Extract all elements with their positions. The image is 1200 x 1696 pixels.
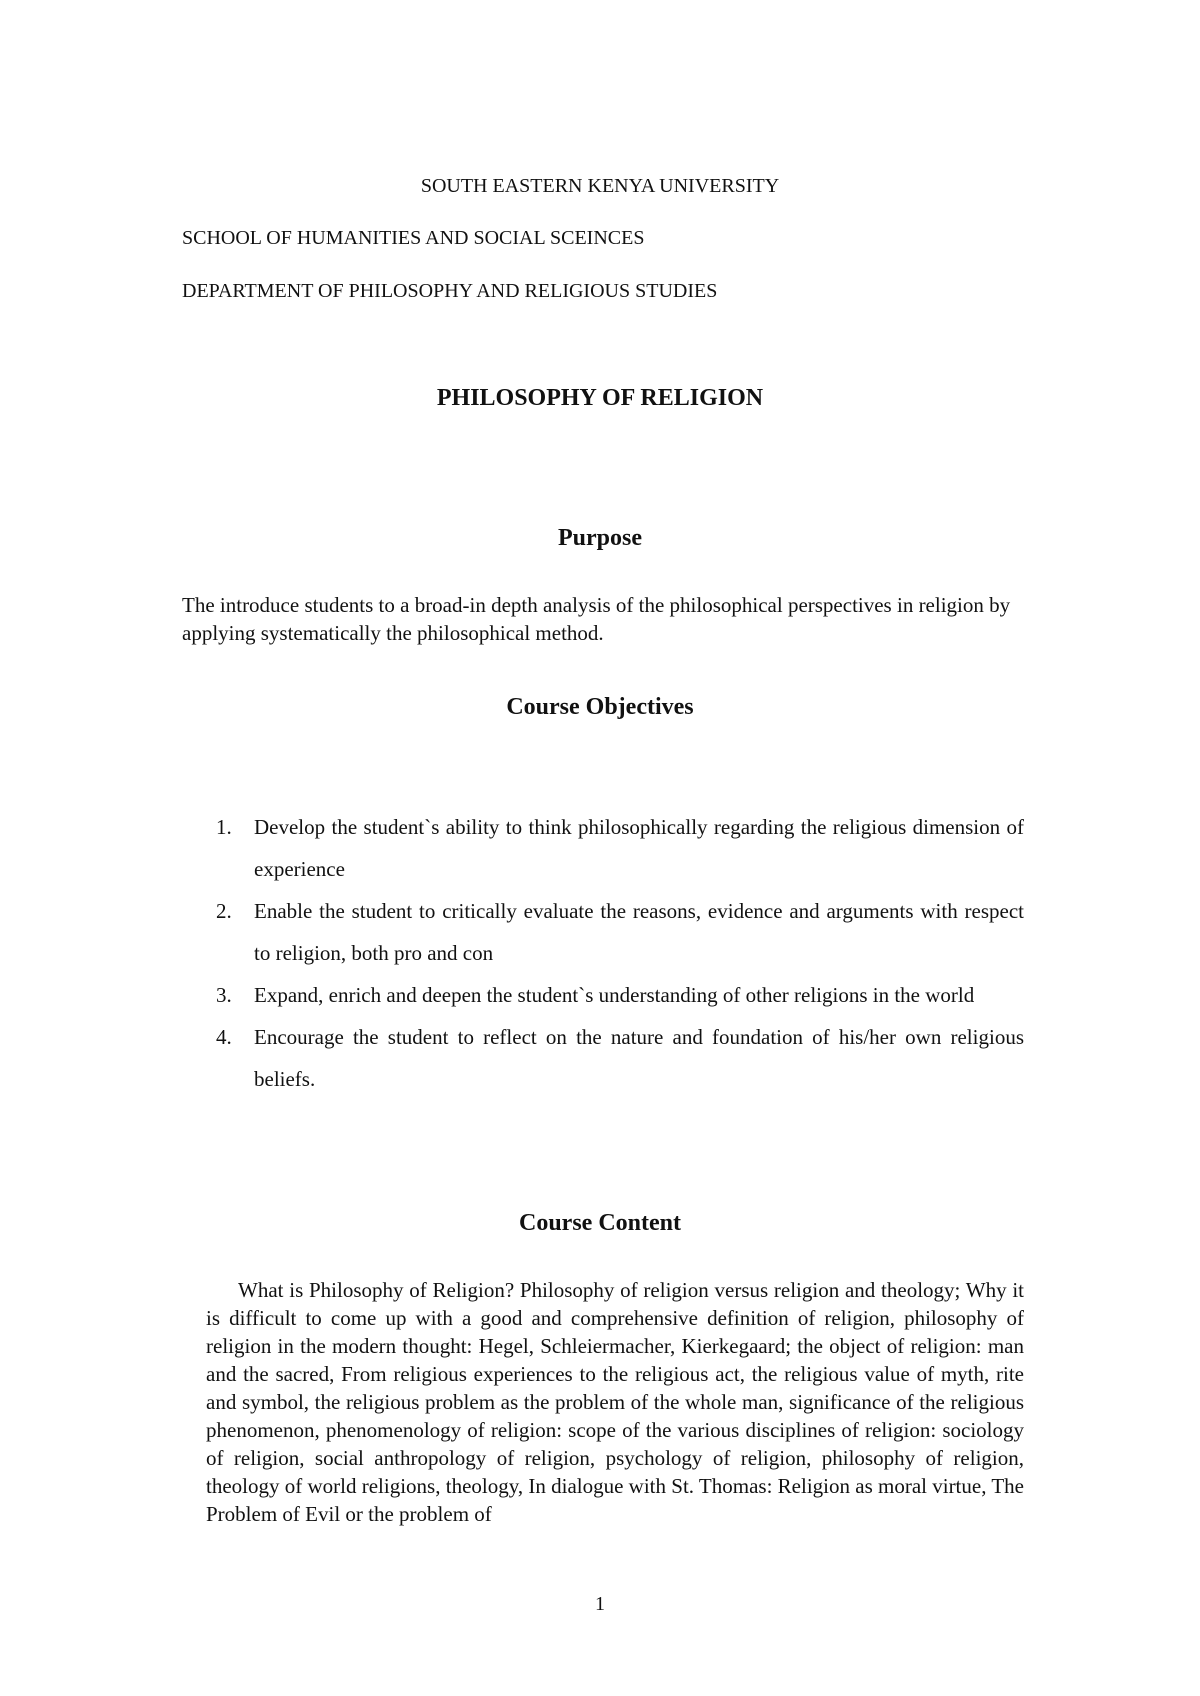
page-number: 1 (595, 1593, 605, 1615)
objective-text: Expand, enrich and deepen the student`s understanding of other religions in the world (254, 983, 975, 1007)
content-text: What is Philosophy of Religion? Philosophy of religion versus religion and theology; Why it is difficult to come up with a good and comprehensive definition of religion, philosophy of religion in the modern thought: Hegel, Schleiermacher, Kierkegaard; the object of religion: man and the sacred, From religious experiences to the religious act, the religious value of myth, rite and symbol, the religious problem as the problem of the whole man, significance of the religious phenomenon, phenomenology of religion: scope of the various disciplines of religion: sociology of religion, social anthropology of religion, psychology of religion, philosophy of religion, theology of world religions, theology, In dialogue with St. Thomas: Religion as moral virtue, The Problem of Evil or the problem of (206, 1278, 1024, 1526)
objective-item (182, 806, 1024, 890)
objective-number: 3. (216, 983, 232, 1007)
purpose-heading: Purpose (558, 525, 642, 551)
content-heading: Course Content (519, 1210, 681, 1236)
objectives-heading: Course Objectives (506, 694, 694, 720)
school-name: SCHOOL OF HUMANITIES AND SOCIAL SCEINCES (182, 227, 645, 249)
objective-number: 4. (216, 1025, 232, 1049)
objective-item (182, 974, 1024, 1016)
objective-item (182, 890, 1024, 974)
objective-text: Enable the student to critically evaluate the reasons, evidence and arguments with respect to religion, both pro and con (254, 899, 1024, 965)
department-name: DEPARTMENT OF PHILOSOPHY AND RELIGIOUS STUDIES (182, 280, 718, 302)
objective-number: 1. (216, 815, 232, 839)
objective-text: Encourage the student to reflect on the nature and foundation of his/her own religious beliefs. (254, 1025, 1024, 1091)
purpose-text: The introduce students to a broad-in depth analysis of the philosophical perspectives in religion by applying systematically the philosophical method. (182, 593, 1011, 645)
university-name: SOUTH EASTERN KENYA UNIVERSITY (420, 175, 780, 197)
document-title: PHILOSOPHY OF RELIGION (436, 385, 764, 411)
objectives-list (182, 806, 1024, 1100)
objective-item (182, 1016, 1024, 1100)
objective-text: Develop the student`s ability to think philosophically regarding the religious dimension of experience (254, 815, 1024, 881)
objective-number: 2. (216, 899, 232, 923)
